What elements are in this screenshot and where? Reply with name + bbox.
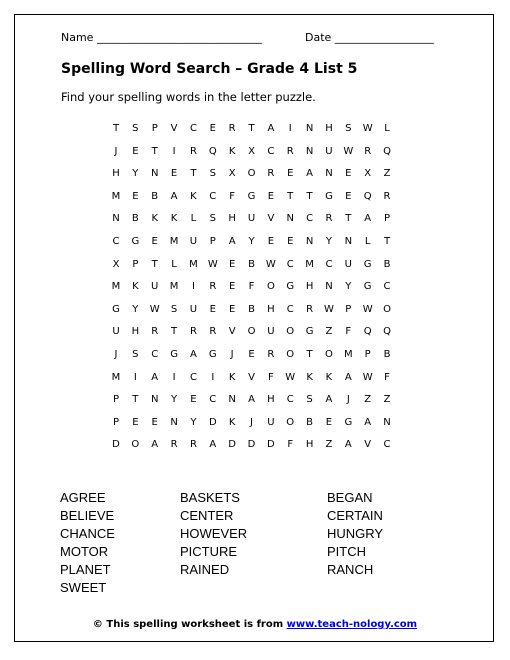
puzzle-letter: X (112, 258, 120, 270)
puzzle-letter: Y (248, 236, 255, 247)
puzzle-letter: U (267, 326, 275, 338)
puzzle-letter: V (228, 326, 236, 338)
puzzle-letter: R (189, 145, 197, 157)
puzzle-letter: D (228, 439, 236, 451)
puzzle-letter: O (247, 326, 256, 338)
puzzle-letter: H (305, 439, 314, 451)
puzzle-letter: K (170, 213, 178, 225)
puzzle-letter: G (286, 281, 295, 293)
puzzle-letter: L (384, 123, 390, 134)
puzzle-letter: B (306, 416, 314, 428)
puzzle-letter: H (305, 281, 314, 293)
puzzle-letter: S (132, 349, 139, 360)
puzzle-letter: X (364, 168, 372, 180)
puzzle-letter: R (364, 145, 372, 157)
puzzle-letter: Z (364, 394, 372, 406)
puzzle-letter: I (288, 123, 292, 134)
footer-text: © This spelling worksheet is from (92, 619, 287, 630)
puzzle-letter: B (151, 190, 159, 202)
puzzle-letter: O (286, 416, 295, 428)
puzzle-letter: C (286, 394, 294, 406)
puzzle-letter: U (189, 303, 198, 315)
puzzle-letter: V (267, 213, 275, 225)
puzzle-letter: O (286, 349, 295, 360)
puzzle-letter: M (169, 236, 179, 247)
puzzle-letter: E (228, 303, 236, 315)
spelling-word: HOWEVER (180, 526, 248, 541)
puzzle-letter: K (132, 281, 139, 293)
puzzle-letter: F (345, 326, 352, 338)
puzzle-letter: E (287, 168, 294, 180)
puzzle-letter: R (189, 439, 197, 451)
puzzle-letter: R (267, 168, 275, 180)
puzzle-letter: K (228, 416, 236, 428)
spelling-word: HUNGRY (327, 526, 384, 541)
puzzle-letter: A (209, 439, 217, 451)
puzzle-letter: C (189, 371, 197, 383)
puzzle-letter: W (362, 123, 373, 134)
puzzle-letter: A (151, 439, 159, 451)
spelling-word: AGREE (60, 490, 106, 505)
puzzle-letter: T (112, 123, 120, 134)
puzzle-letter: N (150, 168, 159, 180)
puzzle-letter: W (285, 371, 296, 383)
puzzle-letter: E (228, 281, 236, 293)
puzzle-letter: R (209, 281, 217, 293)
puzzle-letter: E (209, 123, 216, 134)
puzzle-letter: Z (383, 168, 391, 180)
puzzle-letter: O (286, 326, 295, 338)
puzzle-letter: A (306, 168, 314, 180)
puzzle-letter: Y (171, 394, 178, 406)
puzzle-letter: Y (345, 281, 352, 293)
puzzle-letter: Q (383, 326, 391, 338)
puzzle-letter: R (306, 303, 314, 315)
puzzle-letter: E (132, 190, 139, 202)
date-field: Date __________________ (305, 31, 434, 44)
puzzle-letter: X (248, 145, 255, 157)
puzzle-letter: A (151, 371, 159, 383)
spelling-word: CERTAIN (327, 508, 383, 523)
puzzle-letter: V (248, 371, 255, 383)
puzzle-letter: A (170, 190, 178, 202)
puzzle-letter: M (111, 281, 121, 293)
puzzle-letter: E (248, 349, 255, 360)
puzzle-letter: E (267, 190, 275, 202)
puzzle-letter: J (114, 145, 118, 157)
spelling-word: CENTER (180, 508, 234, 523)
puzzle-letter: C (267, 145, 275, 157)
puzzle-letter: C (383, 281, 391, 293)
puzzle-letter: F (384, 371, 390, 383)
puzzle-letter: R (383, 190, 391, 202)
puzzle-letter: E (267, 236, 275, 247)
puzzle-letter: N (325, 168, 333, 180)
puzzle-letter: G (363, 258, 372, 270)
puzzle-letter: G (131, 236, 140, 247)
puzzle-letter: N (305, 236, 314, 247)
puzzle-letter: U (189, 236, 198, 247)
puzzle-letter: C (151, 349, 159, 360)
puzzle-letter: F (267, 371, 274, 383)
puzzle-letter: J (346, 394, 350, 406)
puzzle-letter: M (111, 190, 121, 202)
puzzle-letter: J (114, 349, 118, 360)
puzzle-letter: C (286, 258, 294, 270)
puzzle-letter: L (364, 236, 371, 247)
puzzle-letter: H (112, 168, 120, 180)
puzzle-letter: Q (383, 145, 391, 157)
puzzle-letter: R (209, 326, 217, 338)
puzzle-letter: U (151, 281, 159, 293)
name-field: Name ______________________________ (61, 31, 262, 44)
puzzle-letter: P (132, 258, 139, 270)
puzzle-letter: I (172, 371, 176, 383)
puzzle-letter: W (265, 258, 276, 270)
puzzle-letter: F (287, 439, 294, 451)
spelling-word: MOTOR (60, 544, 109, 559)
puzzle-letter: E (132, 416, 139, 428)
puzzle-letter: W (343, 145, 354, 157)
puzzle-letter: C (306, 213, 314, 225)
worksheet-title: Spelling Word Search – Grade 4 List 5 (61, 61, 358, 77)
puzzle-letter: R (189, 326, 197, 338)
puzzle-letter: D (247, 439, 256, 451)
puzzle-letter: A (344, 439, 352, 451)
puzzle-letter: L (190, 213, 197, 225)
puzzle-letter: K (190, 190, 197, 202)
spelling-word: PITCH (327, 544, 366, 559)
puzzle-letter: S (209, 168, 216, 180)
puzzle-letter: M (189, 258, 198, 270)
puzzle-letter: P (151, 123, 158, 134)
puzzle-letter: N (305, 145, 314, 157)
puzzle-letter: T (287, 190, 294, 202)
puzzle-letter: L (171, 258, 177, 270)
puzzle-letter: S (209, 213, 216, 225)
puzzle-letter: N (325, 281, 333, 293)
puzzle-letter: Z (325, 439, 333, 451)
puzzle-letter: B (248, 303, 255, 315)
puzzle-letter: O (247, 168, 256, 180)
puzzle-letter: H (228, 213, 236, 225)
puzzle-letter: M (111, 371, 121, 383)
puzzle-letter: T (132, 394, 139, 406)
puzzle-letter: P (345, 303, 352, 315)
puzzle-letter: I (172, 145, 176, 157)
puzzle-letter: Y (132, 303, 139, 315)
puzzle-letter: H (325, 123, 333, 134)
puzzle-letter: A (267, 123, 275, 134)
puzzle-letter: O (131, 439, 140, 451)
puzzle-letter: I (191, 281, 195, 293)
puzzle-letter: W (149, 303, 160, 315)
puzzle-letter: R (267, 349, 275, 360)
puzzle-letter: A (364, 416, 372, 428)
puzzle-letter: G (112, 303, 120, 315)
puzzle-letter: M (343, 349, 353, 360)
puzzle-letter: P (112, 416, 120, 428)
puzzle-letter: W (207, 258, 218, 270)
puzzle-letter: K (228, 145, 236, 157)
spelling-word: PICTURE (180, 544, 238, 559)
puzzle-letter: E (325, 416, 333, 428)
puzzle-letter: A (325, 394, 333, 406)
puzzle-letter: N (305, 123, 314, 134)
puzzle-letter: A (228, 236, 236, 247)
puzzle-letter: T (248, 123, 255, 134)
puzzle-letter: J (230, 349, 234, 360)
spelling-word: PLANET (60, 562, 111, 577)
puzzle-letter: O (383, 303, 391, 315)
spelling-word: RAINED (180, 562, 230, 577)
puzzle-letter: E (345, 168, 352, 180)
puzzle-letter: N (344, 236, 353, 247)
spelling-word: BASKETS (180, 490, 240, 505)
puzzle-letter: B (383, 349, 391, 360)
puzzle-letter: U (112, 326, 120, 338)
puzzle-letter: E (228, 258, 236, 270)
puzzle-letter: V (364, 439, 372, 451)
puzzle-letter: E (190, 394, 197, 406)
footer-link[interactable]: www.teach-nology.com (286, 619, 418, 630)
puzzle-letter: U (267, 416, 275, 428)
puzzle-letter: V (170, 123, 178, 134)
puzzle-letter: F (229, 190, 236, 202)
puzzle-letter: T (190, 168, 197, 180)
spelling-word: BEGAN (327, 490, 373, 505)
puzzle-letter: G (344, 416, 353, 428)
spelling-word: BELIEVE (60, 508, 115, 523)
puzzle-letter: Q (208, 145, 217, 157)
puzzle-letter: Y (190, 416, 197, 428)
puzzle-letter: R (228, 123, 236, 134)
puzzle-letter: Z (325, 326, 333, 338)
puzzle-letter: W (324, 303, 334, 315)
puzzle-letter: X (228, 168, 236, 180)
puzzle-letter: P (112, 394, 120, 406)
puzzle-letter: N (112, 213, 120, 225)
puzzle-letter: E (170, 168, 178, 180)
puzzle-letter: P (384, 213, 391, 225)
puzzle-letter: G (247, 190, 256, 202)
puzzle-letter: N (383, 416, 391, 428)
puzzle-letter: A (364, 213, 372, 225)
puzzle-letter: B (248, 258, 255, 270)
puzzle-letter: A (190, 349, 197, 360)
puzzle-letter: E (151, 236, 158, 247)
puzzle-letter: M (169, 281, 179, 293)
puzzle-letter: R (151, 326, 159, 338)
puzzle-letter: K (228, 371, 236, 383)
puzzle-letter: C (325, 258, 333, 270)
puzzle-letter: T (171, 326, 178, 338)
puzzle-letter: R (286, 145, 294, 157)
puzzle-letter: T (151, 145, 158, 157)
puzzle-letter: E (287, 236, 294, 247)
puzzle-letter: Y (132, 168, 139, 180)
puzzle-letter: T (306, 349, 313, 360)
puzzle-letter: T (383, 236, 391, 247)
puzzle-letter: H (267, 303, 275, 315)
puzzle-letter: A (344, 371, 352, 383)
puzzle-letter: G (305, 326, 314, 338)
footer (0, 619, 510, 630)
puzzle-letter: G (363, 281, 372, 293)
puzzle-letter: P (209, 236, 216, 247)
puzzle-letter: O (325, 349, 333, 360)
puzzle-letter: E (151, 416, 158, 428)
puzzle-letter: D (208, 416, 217, 428)
puzzle-letter: T (306, 190, 313, 202)
puzzle-letter: K (325, 371, 333, 383)
puzzle-letter: S (132, 123, 139, 134)
puzzle-letter: R (170, 439, 178, 451)
puzzle-letter: Z (383, 394, 391, 406)
puzzle-letter: H (267, 394, 275, 406)
puzzle-letter: C (209, 394, 217, 406)
puzzle-letter: G (208, 349, 217, 360)
puzzle-letter: Q (363, 190, 372, 202)
puzzle-letter: S (306, 394, 313, 406)
puzzle-letter: N (286, 213, 294, 225)
puzzle-letter: D (267, 439, 275, 451)
spelling-word: CHANCE (60, 526, 115, 541)
puzzle-letter: I (133, 371, 137, 383)
puzzle-letter: F (248, 281, 255, 293)
puzzle-letter: C (286, 303, 294, 315)
puzzle-letter: A (248, 394, 255, 406)
puzzle-letter: Q (363, 326, 372, 338)
puzzle-letter: I (211, 371, 215, 383)
puzzle-letter: T (345, 213, 352, 225)
puzzle-letter: U (247, 213, 256, 225)
puzzle-letter: E (209, 303, 216, 315)
puzzle-letter: P (364, 349, 371, 360)
puzzle-letter: E (132, 145, 139, 157)
puzzle-letter: N (150, 394, 159, 406)
puzzle-letter: O (266, 281, 275, 293)
puzzle-letter: C (112, 236, 120, 247)
puzzle-letter: B (131, 213, 139, 225)
puzzle-letter: W (362, 303, 373, 315)
puzzle-letter: K (306, 371, 313, 383)
puzzle-letter: R (325, 213, 333, 225)
puzzle-letter: H (131, 326, 140, 338)
puzzle-letter: G (170, 349, 178, 360)
puzzle-letter: G (325, 190, 333, 202)
puzzle-letter: N (170, 416, 178, 428)
puzzle-letter: M (305, 258, 314, 270)
puzzle-letter: W (362, 371, 373, 383)
puzzle-letter: Y (325, 236, 332, 247)
puzzle-letter: B (383, 258, 391, 270)
puzzle-letter: U (344, 258, 352, 270)
puzzle-letter: C (383, 439, 391, 451)
puzzle-letter: S (345, 123, 352, 134)
spelling-word: RANCH (327, 562, 374, 577)
puzzle-letter: U (325, 145, 333, 157)
puzzle-letter: N (228, 394, 236, 406)
puzzle-letter: T (151, 258, 158, 270)
puzzle-letter: C (209, 190, 217, 202)
puzzle-letter: J (250, 416, 253, 428)
puzzle-letter: D (112, 439, 120, 451)
puzzle-letter: S (170, 303, 178, 315)
instructions: Find your spelling words in the letter puzzle. (61, 90, 316, 104)
puzzle-letter: E (345, 190, 352, 202)
puzzle-letter: K (151, 213, 158, 225)
puzzle-letter: C (189, 123, 197, 134)
spelling-word: SWEET (60, 580, 107, 595)
